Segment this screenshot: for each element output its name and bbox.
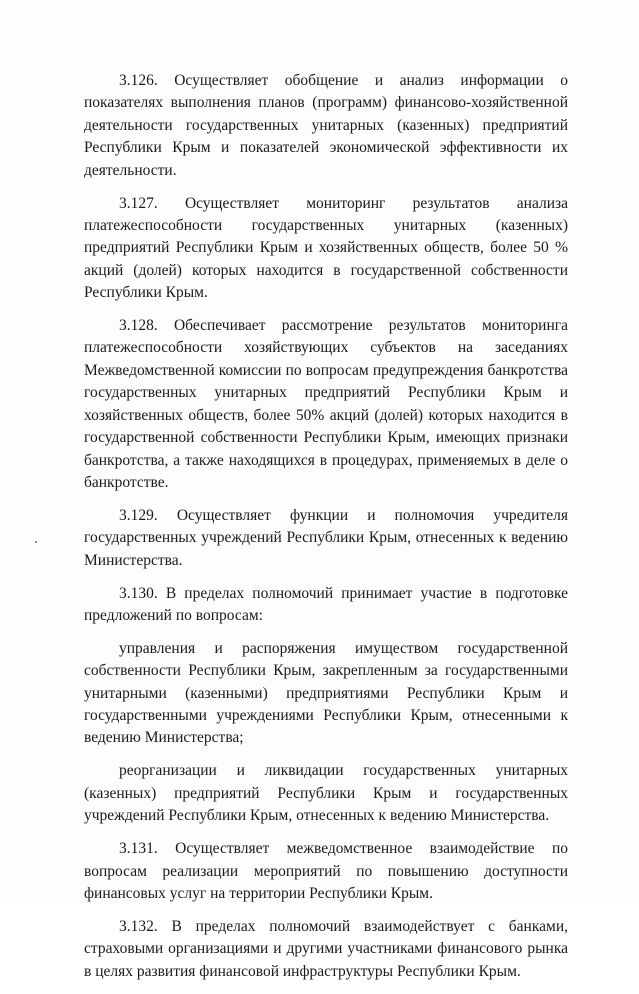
- paragraph-3-130-item-1: управления и распоряжения имуществом государственной собственности Республики Крым, закрепленным за государственными унитарными (казенными) предприятиями Республики Крым и государственными учреждениями Республики Крым, отнесенными к ведению Министерства;: [84, 639, 568, 747]
- paragraph-3-126: 3.126. Осуществляет обобщение и анализ информации о показателях выполнения планов (программ) финансово-хозяйственной деятельности государственных унитарных (казенных) предприятий Республики Крым и показателей экономической эффективности их деятельности.: [84, 72, 568, 179]
- paragraph-3-130: 3.130. В пределах полномочий принимает участие в подготовке предложений по вопросам:: [84, 584, 568, 624]
- paragraph-3-127: 3.127. Осуществляет мониторинг результатов анализа платежеспособности государственных унитарных (казенных) предприятий Республики Крым и хозяйственных обществ, более 50 % акций (долей) которых находится в государственной собственности Республики Крым.: [84, 194, 568, 302]
- paragraph-3-131: 3.131. Осуществляет межведомственное взаимодействие по вопросам реализации мероприятий по повышению доступности финансовых услуг на территории Республики Крым.: [84, 840, 568, 902]
- paragraph-3-128: 3.128. Обеспечивает рассмотрение результатов мониторинга платежеспособности хозяйствующих субъектов на заседаниях Межведомственной комиссии по вопросам предупреждения банкротства государственных унитарных предприятий Республики Крым и хозяйственных обществ, более 50% акций (долей) которых находится в государственной собственности Республики Крым, имеющих признаки банкротства, а также находящихся в процедурах, применяемых в деле о банкротстве.: [84, 317, 568, 491]
- paragraph-3-130-item-2: реорганизации и ликвидации государственных унитарных (казенных) предприятий Республики Крым и государственных учреждений Республики Крым, отнесенных к ведению Министерства.: [84, 762, 568, 825]
- paragraph-3-132: 3.132. В пределах полномочий взаимодействует с банками, страховыми организациями и другими участниками финансового рынка в целях развития финансовой инфраструктуры Республики Крым.: [84, 917, 568, 980]
- paragraph-3-129: 3.129. Осуществляет функции и полномочия учредителя государственных учреждений Республики Крым, отнесенных к ведению Министерства.: [84, 506, 568, 569]
- scan-speck: [35, 541, 37, 543]
- document-body: [84, 70, 568, 994]
